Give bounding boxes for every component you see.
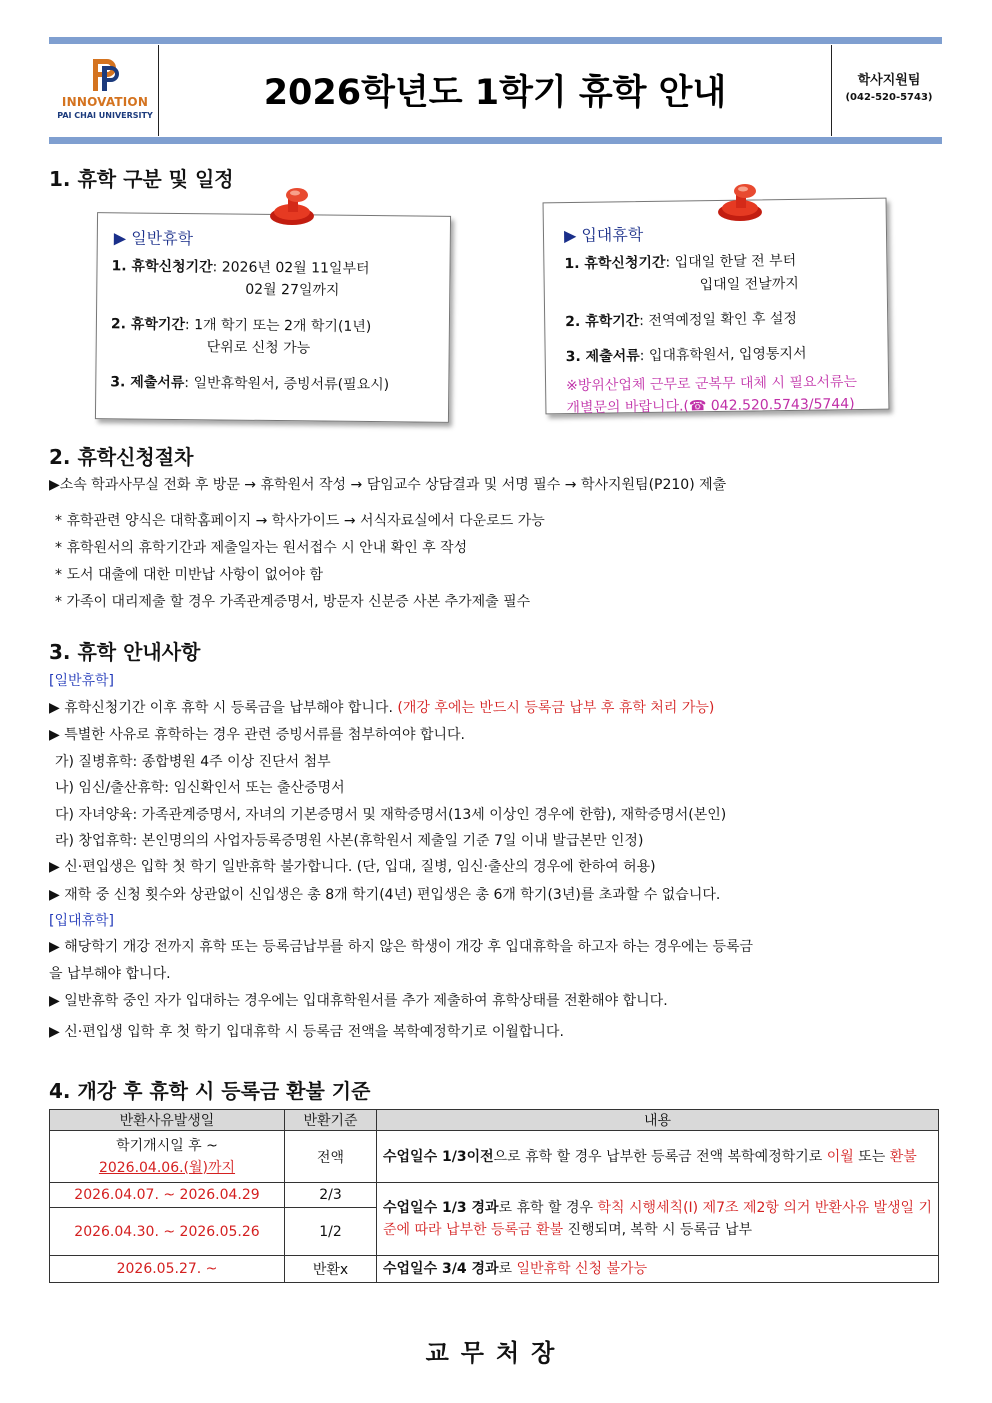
pushpin-icon	[262, 186, 324, 230]
date-text: 학기개시일 후 ~	[116, 1137, 218, 1154]
value: : 입대휴학원서, 입영통지서	[639, 345, 807, 365]
guide-item: ▶ 특별한 사유로 휴학하는 경우 관련 증빙서류를 첨부하여야 합니다.	[49, 727, 465, 743]
value: : 2026년 02월 11일부터	[212, 259, 370, 278]
table-row	[50, 1183, 939, 1208]
label: 1. 휴학신청기간	[564, 254, 666, 273]
pai-chai-logo-icon	[91, 57, 119, 93]
guide-item: ▶ 일반휴학 중인 자가 입대하는 경우에는 입대휴학원서를 추가 제출하여 휴학상태를 전환해야 합니다.	[49, 993, 668, 1009]
section-1-title: 1. 휴학 구분 및 일정	[49, 167, 234, 191]
section-3-title: 3. 휴학 안내사항	[49, 640, 201, 664]
general-leave-card	[95, 212, 451, 423]
guide-item: ▶ 재학 중 신청 횟수와 상관없이 신입생은 총 8개 학기(4년) 편입생은 총 6개 학기(3년)를 초과할 수 없습니다.	[49, 887, 721, 903]
label: 2. 휴학기간	[110, 316, 186, 334]
procedure-note: * 도서 대출에 대한 미반납 사항이 없어야 함	[55, 567, 324, 583]
guide-item: ▶ 해당학기 개강 전까지 휴학 또는 등록금납부를 하지 않은 학생이 개강 후 입대휴학을 하고자 하는 경우에는 등록금	[49, 939, 754, 955]
date-cell: 2026.05.27. ~	[50, 1256, 285, 1283]
issuer-signature: 교무처장	[425, 1339, 567, 1367]
logo-text: INNOVATION	[61, 95, 149, 109]
table-row	[50, 1131, 939, 1183]
table-row	[50, 1256, 939, 1283]
value-cont: 02월 27일까지	[245, 281, 340, 299]
guide-subitem: 가) 질병휴학: 종합병원 4주 이상 진단서 첨부	[55, 754, 331, 770]
military-leave-tag: [입대휴학]	[49, 913, 115, 929]
content-cell: 수업일수 3/4 경과로 일반휴학 신청 불가능	[377, 1256, 939, 1283]
column-header: 반환기준	[285, 1110, 377, 1131]
content-cell: 수업일수 1/3이전으로 휴학 할 경우 납부한 등록금 전액 복학예정학기로 이월 또는 환불	[377, 1131, 939, 1183]
value: : 일반휴학원서, 증빙서류(필요시)	[184, 375, 390, 394]
page-title: 2026학년도 1학기 휴학 안내	[263, 73, 727, 113]
guide-item: ▶ 신·편입생 입학 후 첫 학기 입대휴학 시 등록금 전액을 복학예정학기로 이월합니다.	[49, 1024, 564, 1040]
document-header	[49, 45, 942, 136]
general-leave-tag: [일반휴학]	[49, 673, 115, 689]
value: : 입대일 한달 전 부터	[665, 252, 797, 271]
general-leave-heading: ▶ 일반휴학	[113, 228, 194, 249]
basis-cell: 1/2	[285, 1208, 377, 1256]
value-cont: 입대일 전날까지	[699, 275, 799, 294]
section-4-title: 4. 개강 후 휴학 시 등록금 환불 기준	[49, 1079, 371, 1103]
date-deadline: 2026.04.06.(월)까지	[98, 1159, 236, 1176]
header-top-bar	[49, 37, 942, 44]
military-note: ※방위산업체 근무로 군복무 대체 시 필요서류는	[565, 374, 858, 395]
department-info	[839, 69, 939, 103]
department-phone: (042-520-5743)	[845, 92, 933, 103]
label: 3. 제출서류	[110, 374, 185, 392]
basis-cell: 2/3	[285, 1183, 377, 1208]
procedure-note: * 가족이 대리제출 할 경우 가족관계증명서, 방문자 신분증 사본 추가제출 필수	[55, 594, 531, 610]
department-name: 학사지원팀	[857, 73, 921, 88]
value: : 1개 학기 또는 2개 학기(1년)	[184, 317, 372, 336]
guide-emphasis: (개강 후에는 반드시 등록금 납부 후 휴학 처리 가능)	[397, 700, 715, 716]
section-2-title: 2. 휴학신청절차	[49, 445, 194, 469]
guide-subitem: 나) 임신/출산휴학: 임신확인서 또는 출산증명서	[55, 780, 345, 796]
header-bottom-bar	[49, 137, 942, 144]
basis-cell: 전액	[285, 1131, 377, 1183]
procedure-note: * 휴학관련 양식은 대학홈페이지 → 학사가이드 → 서식자료실에서 다운로드 가능	[55, 513, 545, 529]
refund-table	[49, 1109, 939, 1283]
logo-subtext: PAI CHAI UNIVERSITY	[57, 111, 153, 120]
military-leave-card	[543, 198, 890, 415]
content-cell: 수업일수 1/3 경과로 휴학 할 경우 학칙 시행세칙(I) 제7조 제2항 의거 반환사유 발생일 기준에 따라 납부한 등록금 환불 진행되며, 복학 시 등록금 납부	[377, 1183, 939, 1256]
value-cont: 단위로 신청 가능	[206, 339, 311, 357]
application-flow: ▶소속 학과사무실 전화 후 방문 → 휴학원서 작성 → 담임교수 상담결과 및 서명 필수 → 학사지원팀(P210) 제출	[49, 477, 727, 493]
guide-text: ▶ 휴학신청기간 이후 휴학 시 등록금을 납부해야 합니다.	[49, 700, 398, 716]
military-note-contact: 개별문의 바랍니다.(☎ 042.520.5743/5744)	[566, 396, 855, 417]
procedure-note: * 휴학원서의 휴학기간과 제출일자는 원서접수 시 안내 확인 후 작성	[55, 540, 468, 556]
university-logo	[53, 57, 157, 127]
guide-subitem: 다) 자녀양육: 가족관계증명서, 자녀의 기본증명서 및 재학증명서(13세 이상인 경우에 한함), 재학증명서(본인)	[55, 807, 727, 823]
date-cell: 2026.04.30. ~ 2026.05.26	[50, 1208, 285, 1256]
guide-item	[49, 697, 714, 717]
value: : 전역예정일 확인 후 설정	[639, 310, 798, 330]
guide-subitem: 라) 창업휴학: 본인명의의 사업자등록증명원 사본(휴학원서 제출일 기준 7일 이내 발급본만 인정)	[55, 833, 644, 849]
column-header: 내용	[377, 1110, 939, 1131]
date-cell: 2026.04.07. ~ 2026.04.29	[50, 1183, 285, 1208]
table-header-row	[50, 1110, 939, 1131]
date-cell	[50, 1131, 285, 1183]
label: 2. 휴학기간	[565, 313, 640, 331]
column-header: 반환사유발생일	[50, 1110, 285, 1131]
basis-cell: 반환x	[285, 1256, 377, 1283]
military-leave-heading: ▶ 입대휴학	[563, 225, 644, 246]
guide-item-cont: 을 납부해야 합니다.	[49, 966, 171, 982]
label: 3. 제출서류	[565, 348, 640, 366]
guide-item: ▶ 신·편입생은 입학 첫 학기 일반휴학 불가합니다. (단, 입대, 질병, 임신·출산의 경우에 한하여 허용)	[49, 859, 656, 875]
label: 1. 휴학신청기간	[111, 258, 213, 276]
pushpin-icon	[710, 182, 772, 226]
